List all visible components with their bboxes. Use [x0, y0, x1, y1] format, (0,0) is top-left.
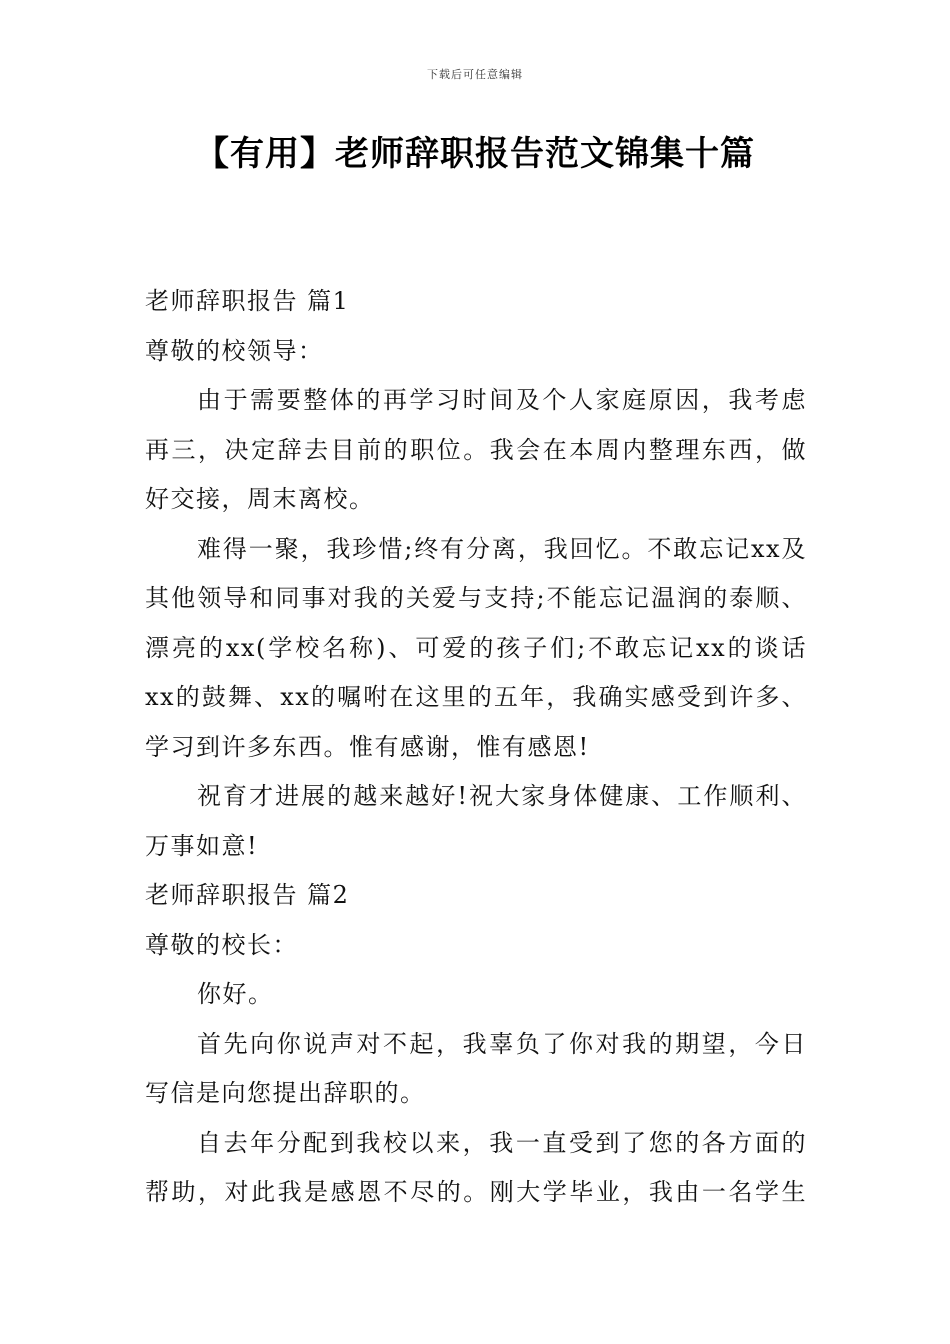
text-line: xx的鼓舞、xx的嘱咐在这里的五年，我确实感受到许多、: [145, 683, 807, 711]
text-line: 帮助，对此我是感恩不尽的。刚大学毕业，我由一名学生: [145, 1178, 807, 1206]
text-line: 尊敬的校长：: [145, 930, 298, 959]
document-title: 【有用】老师辞职报告范文锦集十篇: [195, 134, 755, 174]
text-line: 难得一聚，我珍惜;终有分离，我回忆。不敢忘记xx及: [197, 534, 807, 563]
text-line: 好交接，周末离校。: [145, 485, 375, 513]
document-body: [145, 277, 807, 1218]
text-line: 由于需要整体的再学习时间及个人家庭原因，我考虑: [197, 386, 807, 414]
header-note: 下载后可任意编辑: [427, 68, 523, 81]
text-line: 自去年分配到我校以来，我一直受到了您的各方面的: [197, 1128, 807, 1157]
text-line: 祝育才进展的越来越好!祝大家身体健康、工作顺利、: [197, 782, 807, 810]
text-line: 首先向你说声对不起，我辜负了你对我的期望，今日: [197, 1029, 807, 1058]
text-line: 再三，决定辞去目前的职位。我会在本周内整理东西，做: [145, 435, 807, 464]
text-line: 老师辞职报告 篇1: [145, 287, 350, 315]
text-line: 学习到许多东西。惟有感谢，惟有感恩!: [145, 732, 590, 761]
text-line: 老师辞职报告 篇2: [145, 881, 350, 909]
text-line: 其他领导和同事对我的关爱与支持;不能忘记温润的泰顺、: [145, 584, 807, 612]
text-line: 尊敬的校领导：: [145, 336, 324, 365]
text-line: 漂亮的xx(学校名称)、可爱的孩子们;不敢忘记xx的谈话: [145, 633, 807, 662]
text-line: 写信是向您提出辞职的。: [145, 1079, 426, 1107]
text-line: 万事如意!: [145, 831, 259, 860]
text-line: 你好。: [197, 980, 274, 1008]
